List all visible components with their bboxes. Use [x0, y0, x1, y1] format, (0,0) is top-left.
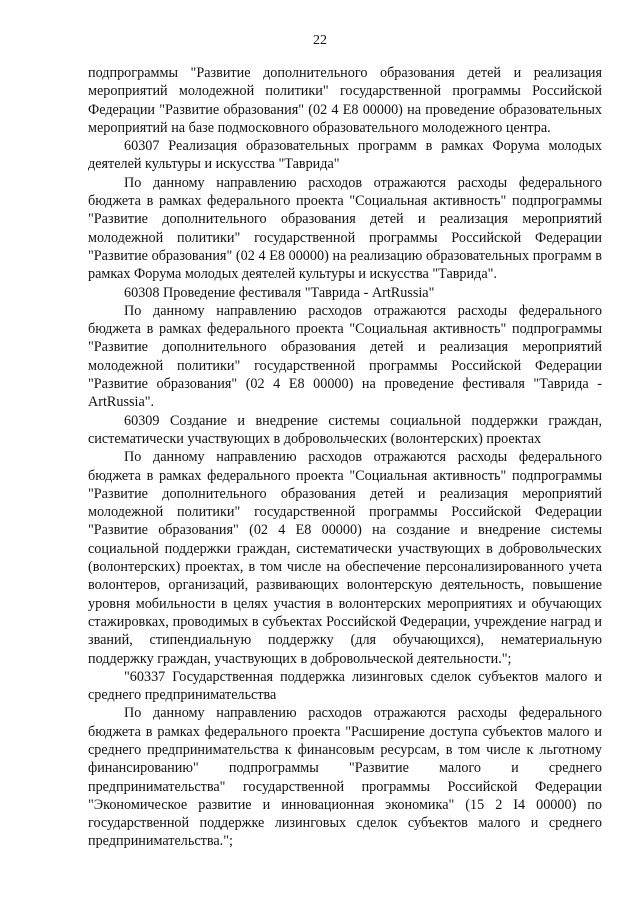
- paragraph-60308-description: По данному направлению расходов отражаются расходы федерального бюджета в рамках федерального проекта "Социальная активность" подпрограммы "Развитие дополнительного образования детей и реализация мероприятий молодежной политики" государственной программы Российской Федерации "Развитие образования" (02 4 E8 00000) на проведение фестиваля "Таврида - ArtRussia".: [88, 302, 602, 411]
- expense-heading-60337: "60337 Государственная поддержка лизинговых сделок субъектов малого и среднего предпринимательства: [88, 668, 602, 704]
- paragraph-continuation: подпрограммы "Развитие дополнительного образования детей и реализация мероприятий молодежной политики" государственной программы Российской Федерации "Развитие образования" (02 4 E8 00000) на проведение образовательных мероприятий на базе подмосковного образовательного молодежного центра.: [88, 65, 602, 136]
- paragraph-60337-description: По данному направлению расходов отражаются расходы федерального бюджета в рамках федерального проекта "Расширение доступа субъектов малого и среднего предпринимательства к финансовым ресурсам, в том числе к льготному финансированию" подпрограммы "Развитие малого и среднего предпринимательства" государственной программы Российской Федерации "Экономическое развитие и инновационная экономика" (15 2 I4 00000) по государственной поддержке лизинговых сделок субъектов малого и среднего предпринимательства.";: [88, 705, 602, 850]
- expense-heading-60307: 60307 Реализация образовательных программ в рамках Форума молодых деятелей культуры и искусства "Таврида": [88, 138, 602, 173]
- page-number: 22: [313, 33, 327, 48]
- document-body: [88, 64, 602, 851]
- paragraph-60309-description: По данному направлению расходов отражаются расходы федерального бюджета в рамках федерального проекта "Социальная активность" подпрограммы "Развитие дополнительного образования детей и реализация мероприятий молодежной политики" государственной программы Российской Федерации "Развитие образования" (02 4 E8 00000) на создание и внедрение системы социальной поддержки граждан, систематически участвующих в добровольческих (волонтерских) проектах, в том числе на обеспечение персонализированного учета волонтеров, организаций, развивающих волонтерскую деятельность, повышение уровня мобильности в целях участия в волонтерских мероприятиях и обучающих стажировках, проводимых в субъектах Российской Федерации, учреждение наград и званий, стипендиальную поддержку (для обучающихся), нематериальную поддержку граждан, участвующих в добровольческой деятельности.";: [88, 449, 602, 667]
- expense-heading-60309: 60309 Создание и внедрение системы социальной поддержки граждан, систематически участвующих в добровольческих (волонтерских) проектах: [88, 412, 602, 447]
- paragraph-60307-description: По данному направлению расходов отражаются расходы федерального бюджета в рамках федерального проекта "Социальная активность" подпрограммы "Развитие дополнительного образования детей и реализация мероприятий молодежной политики" государственной программы Российской Федерации "Развитие образования" (02 4 E8 00000) на реализацию образовательных программ в рамках Форума молодых деятелей культуры и искусства "Таврида".: [88, 174, 602, 283]
- expense-heading-60308: 60308 Проведение фестиваля "Таврида - ArtRussia": [124, 284, 435, 301]
